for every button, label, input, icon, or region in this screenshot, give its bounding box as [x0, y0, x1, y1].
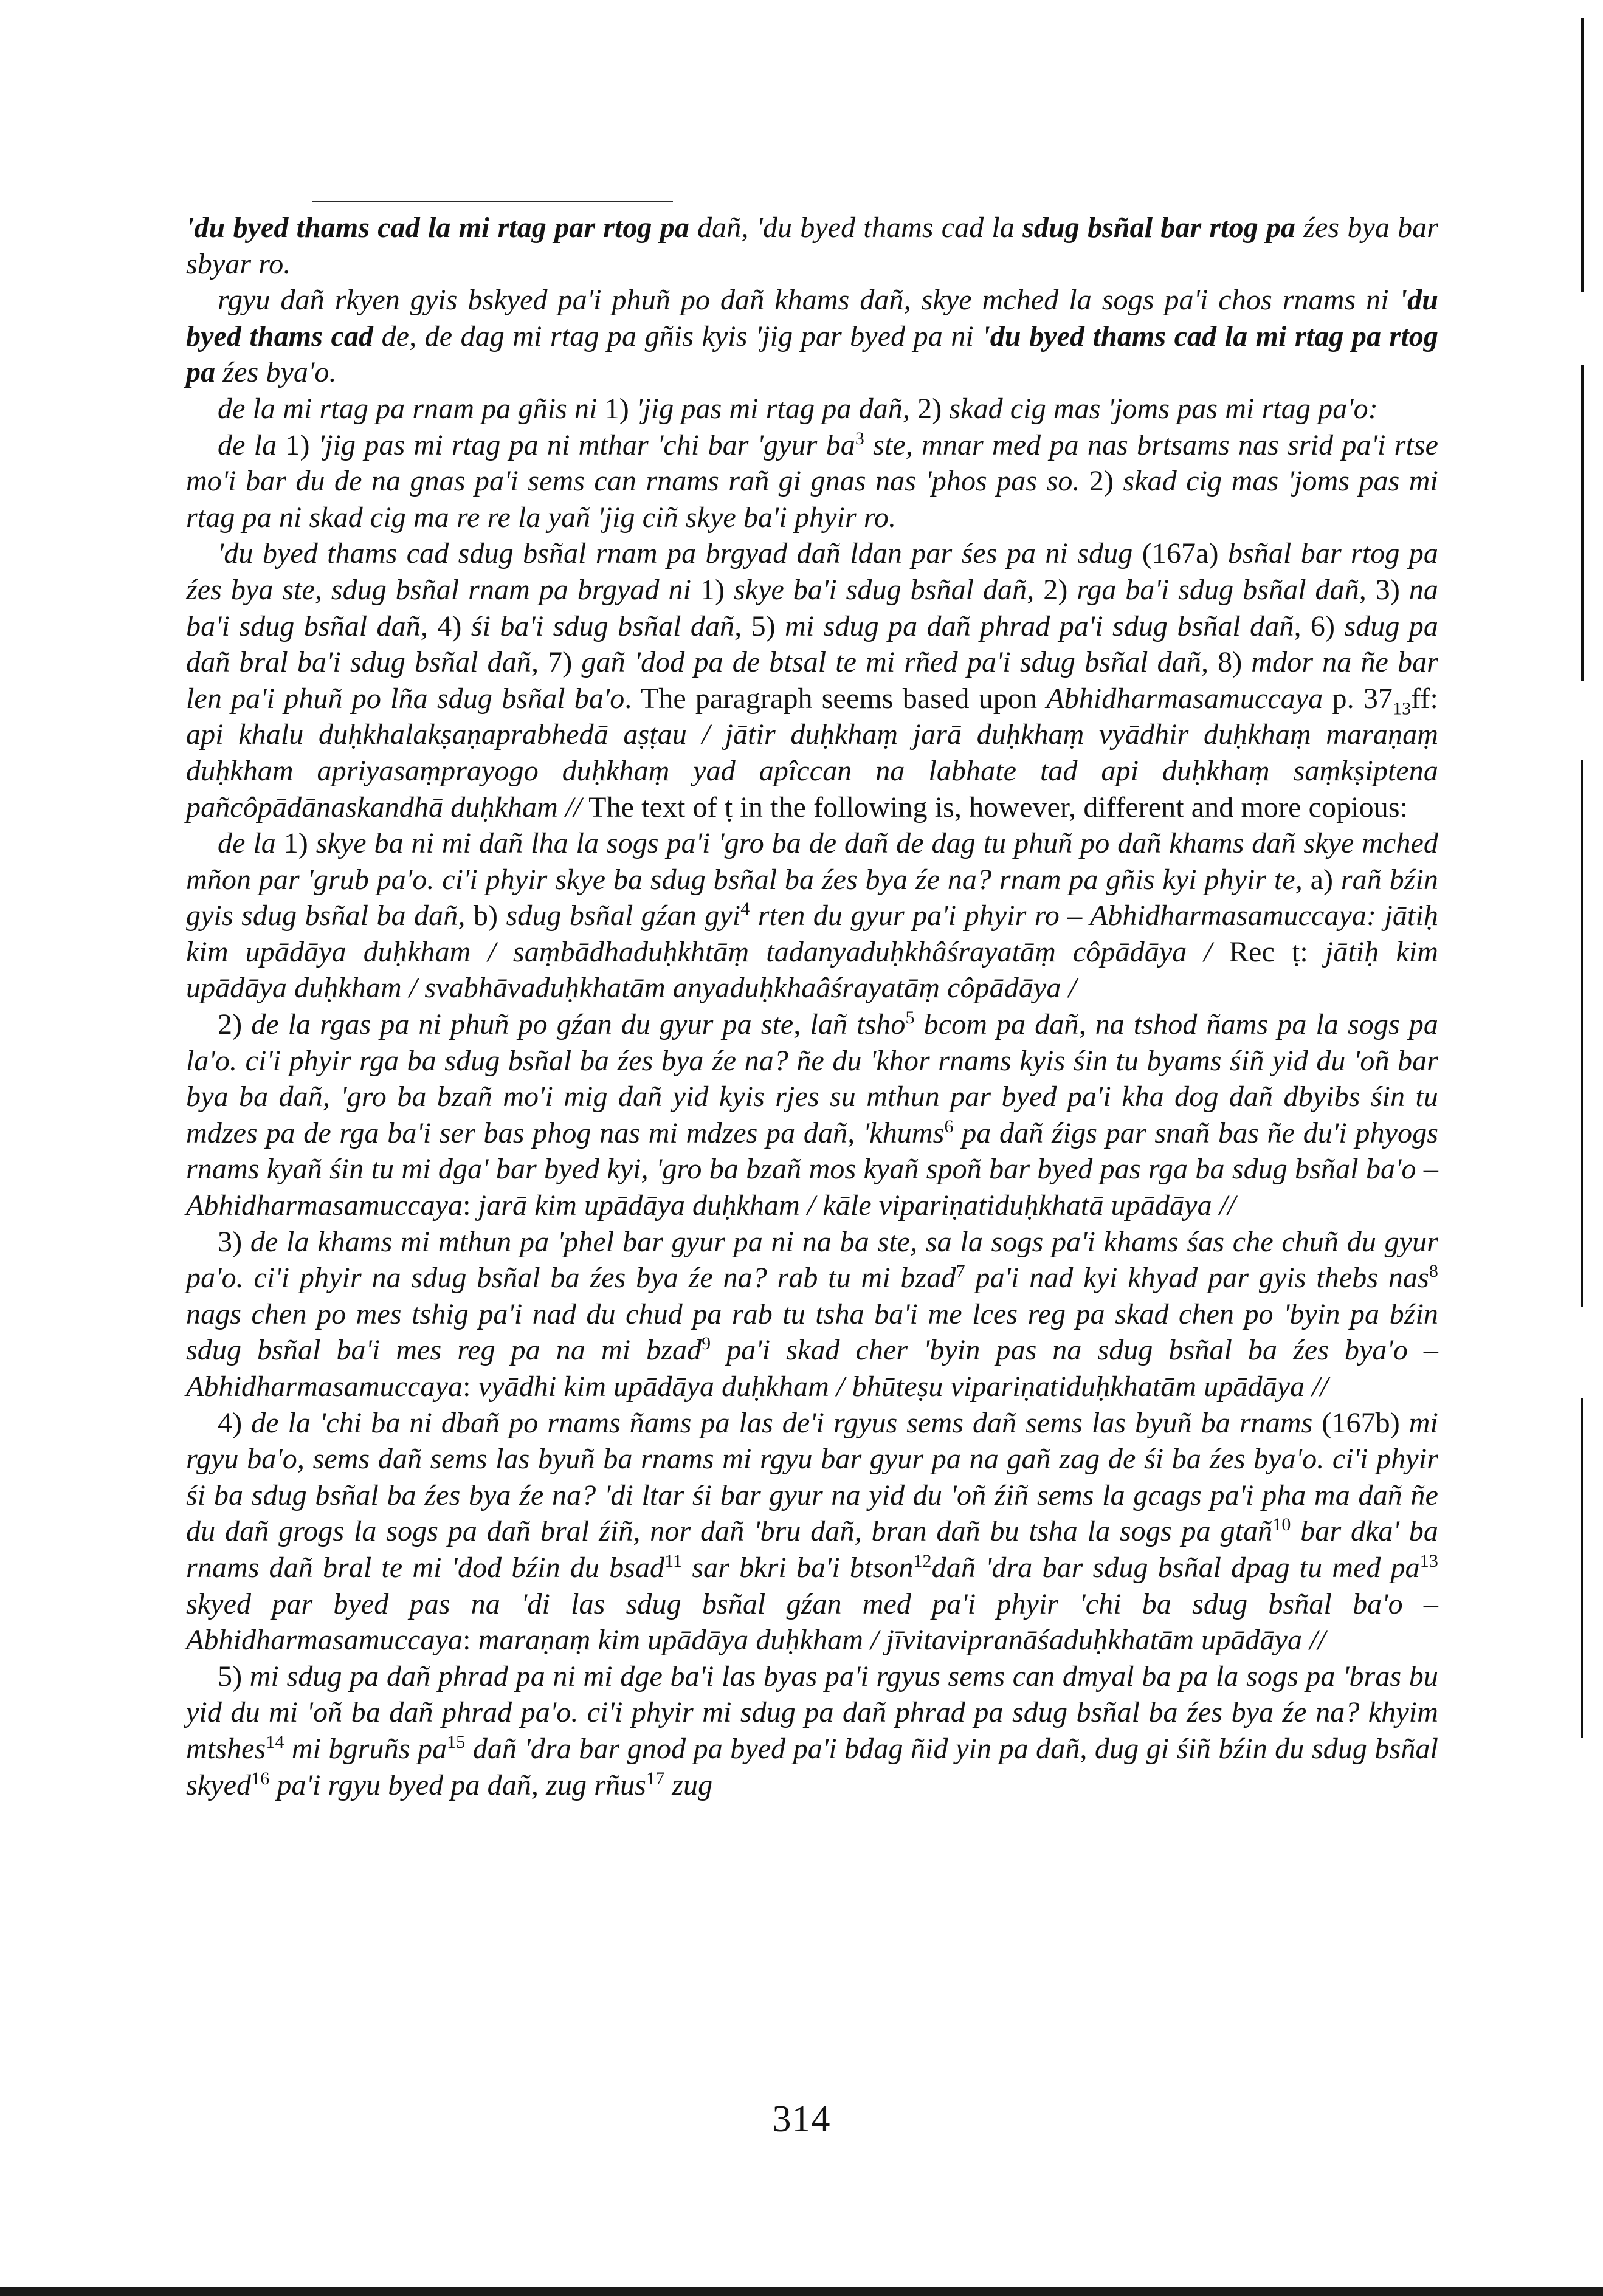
- body-text: [186, 210, 1438, 1803]
- scan-edge-line: [1581, 18, 1584, 292]
- scan-edge-line: [1581, 1398, 1583, 1738]
- paragraph: rgyu dañ rkyen gyis bskyed pa'i phuñ po dañ khams dañ, skye mched la sogs pa'i chos rnams ni 'du byed thams cad de, de dag mi rtag pa gñis kyis 'jig par byed pa ni 'du byed thams cad la mi rtag pa rtog pa źes bya'o.: [186, 284, 1438, 389]
- paragraph: 5) mi sdug pa dañ phrad pa ni mi dge ba'i las byas pa'i rgyus sems can dmyal ba pa la sogs pa 'bras bu yid du mi 'oñ ba dañ phrad pa'o. ci'i phyir mi sdug pa dañ phrad pa sdug bsñal ba źes bya źe na? khyim mtshes$^{14}$ mi bgruñs $pa^{15}$ dañ 'dra bar gnod pa byed pa'i bdag ñid yin pa dañ, dug gi śiñ bźin du sdug bsñal skyed$^{16}$ pa'i rgyu byed pa dañ, zug rñus$^{17}$ zug: [186, 1660, 1438, 1801]
- paragraph: 4) de la 'chi ba ni dbañ po rnams ñams pa las de'i rgyus sems dañ sems las byuñ ba rnams (167b) mi rgyu ba'o, sems dañ sems las byuñ ba rnams mi rgyu bar gyur pa na gañ zag de śi ba źes bya'o. ci'i phyir śi ba sdug bsñal ba źes bya źe na? 'di ltar śi bar gyur na yid du 'oñ źiñ sems la gcags pa'i pha ma dañ ñe du dañ grogs la sogs pa dañ bral źiñ, nor dañ 'bru dañ, bran dañ bu tsha la sogs pa gtañ$^{10}$ bar dka' ba rnams dañ bral te mi 'dod bźin du bsad$^{11}$ sar bkri ba'i btson$^{12}$dañ 'dra bar sdug bsñal dpag tu med $pa^{13}$ skyed par byed pas na 'di las sdug bsñal gźan med pa'i phyir 'chi ba sdug bsñal ba'o – Abhidharmasamuccaya: maraṇaṃ kim upādāya duḥkham / jīvitavipranāśaduḥkhatām upādāya //: [186, 1406, 1438, 1657]
- paragraph: de la 1) 'jig pas mi rtag pa ni mthar 'chi bar 'gyur $ba^3$ ste, mnar med pa nas brtsams nas srid pa'i rtse mo'i bar du de na gnas pa'i sems can rnams rañ gi gnas nas 'phos pas so. 2) skad cig mas 'joms pas mi rtag pa ni skad cig ma re re la yañ 'jig ciñ skye ba'i phyir ro.: [186, 428, 1439, 534]
- paragraph: 2) de la rgas pa ni phuñ po gźan du gyur pa ste, lañ tsho$^5$ bcom pa dañ, na tshod ñams pa la sogs pa la'o. ci'i phyir rga ba sdug bsñal ba źes bya źe na? ñe du 'khor rnams kyis śin tu byams śiñ yid du 'oñ bar bya ba dañ, 'gro ba bzañ mo'i mig dañ yid kyis rjes su mthun par byed pa'i kha dog dañ dbyibs śin tu mdzes pa de rga ba'i ser bas phog nas mi mdzes pa dañ, 'khums$^6$ pa dañ źigs par snañ bas ñe du'i phyogs rnams kyañ śin tu mi dga' bar byed kyi, 'gro ba bzañ mos kyañ spoñ bar byed pas rga ba sdug bsñal ba'o – Abhidharmasamuccaya: jarā kim upādāya duḥkham / kāle vipariṇatiduḥkhatā upādāya //: [186, 1008, 1439, 1222]
- page-number: 314: [772, 2098, 831, 2140]
- scan-edge-line: [1581, 760, 1583, 1307]
- paragraph: de la mi rtag pa rnam pa gñis ni 1) 'jig pas mi rtag pa dañ, 2) skad cig mas 'joms pas mi rtag pa'o:: [218, 392, 1378, 425]
- paragraph: de la 1) skye ba ni mi dañ lha la sogs pa'i 'gro ba de dañ de dag tu phuñ po dañ khams dañ skye mched mñon par 'grub pa'o. ci'i phyir skye ba sdug bsñal ba źes bya źe na? rnam pa gñis kyi phyir te, a) rañ bźin gyis sdug bsñal ba dañ, b) sdug bsñal gźan gyi$^4$ rten du gyur pa'i phyir ro – Abhidharmasamuccaya: jātiḥ kim upādāya duḥkham / saṃbādhaduḥkhtāṃ tadanyaduḥkhâśrayatāṃ côpādāya / Rec ṭ: jātiḥ kim upādāya duḥkham / svabhāvaduḥkhatām anyaduḥkhaâśrayatāṃ côpādāya /: [186, 827, 1439, 1005]
- paragraph: 'du byed thams cad la mi rtag par rtog pa dañ, 'du byed thams cad la sdug bsñal bar rtog pa źes bya bar sbyar ro.: [186, 211, 1439, 280]
- paragraph: 'du byed thams cad sdug bsñal rnam pa brgyad dañ ldan par śes pa ni sdug (167a) bsñal bar rtog pa źes bya ste, sdug bsñal rnam pa brgyad ni 1) skye ba'i sdug bsñal dañ, 2) rga ba'i sdug bsñal dañ, 3) na ba'i sdug bsñal dañ, 4) śi ba'i sdug bsñal dañ, 5) mi sdug pa dañ phrad pa'i sdug bsñal dañ, 6) sdug pa dañ bral ba'i sdug bsñal dañ, 7) gañ 'dod pa de btsal te mi rñed pa'i sdug bsñal dañ, 8) mdor na ñe bar len pa'i phuñ po lña sdug bsñal ba'o. The paragraph seems based upon Abhidharmasamuccaya p. $37_{13}ff$: api khalu duḥkhalakṣaṇaprabhedā aṣṭau / jātir duḥkhaṃ jarā duḥkhaṃ vyādhir duḥkhaṃ maraṇaṃ duḥkham apriyasaṃprayogo duḥkhaṃ yad apîccan na labhate tad api duḥkhaṃ saṃkṣiptena pañcôpādānaskandhā duḥkham // The text of ṭ in the following is, however, different and more copious:: [186, 537, 1439, 823]
- paragraph: 3) de la khams mi mthun pa 'phel bar gyur pa ni na ba ste, sa la sogs pa'i khams śas che chuñ du gyur pa'o. ci'i phyir na sdug bsñal ba źes bya źe na? rab tu mi bzad$^7$ pa'i nad kyi khyad par gyis thebs nas$^8$ nags chen po mes tshig pa'i nad du chud pa rab tu tsha ba'i me lces reg pa skad chen po 'byin pa bźin sdug bsñal ba'i mes reg pa na mi bzad$^9$ pa'i skad cher 'byin pas na sdug bsñal ba źes bya'o – Abhidharmasamuccaya: vyādhi kim upādāya duḥkham / bhūteṣu vipariṇatiduḥkhatām upādāya //: [186, 1225, 1438, 1403]
- scan-bottom-edge: [0, 2287, 1603, 2296]
- scan-edge-line: [1581, 365, 1584, 681]
- footnote-separator-rule: [312, 201, 673, 202]
